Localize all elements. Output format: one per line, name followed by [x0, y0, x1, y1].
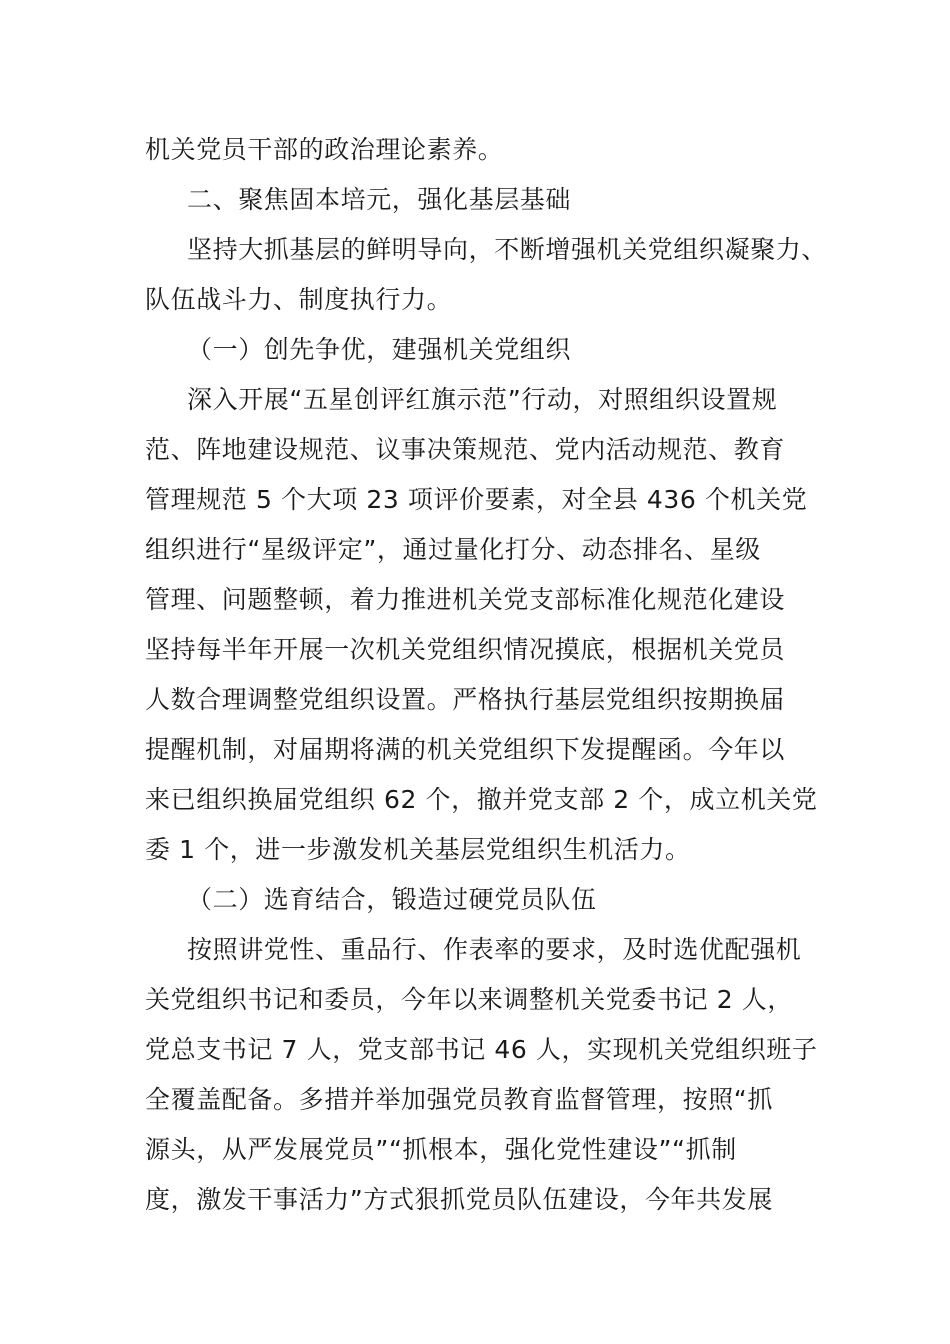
- paragraph-line: 管理规范 5 个大项 23 项评价要素，对全县 436 个机关党: [145, 485, 808, 514]
- paragraph-line: 坚持大抓基层的鲜明导向，不断增强机关党组织凝聚力、: [187, 235, 828, 264]
- paragraph-line: 管理、问题整顿，着力推进机关党支部标准化规范化建设: [145, 585, 786, 614]
- paragraph-line: 党总支书记 7 人，党支部书记 46 人，实现机关党组织班子: [145, 1035, 818, 1064]
- paragraph-line: 坚持每半年开展一次机关党组织情况摸底，根据机关党员: [145, 635, 786, 664]
- subsection-heading-1: （一）创先争优，建强机关党组织: [187, 335, 572, 364]
- paragraph-line: 委 1 个，进一步激发机关基层党组织生机活力。: [145, 835, 691, 864]
- paragraph-line: 关党组织书记和委员，今年以来调整机关党委书记 2 人，: [145, 985, 794, 1014]
- paragraph-line: 队伍战斗力、制度执行力。: [145, 285, 453, 314]
- paragraph-line: 全覆盖配备。多措并举加强党员教育监督管理，按照“抓: [145, 1085, 773, 1114]
- section-heading-2: 二、聚焦固本培元，强化基层基础: [187, 185, 572, 214]
- subsection-heading-2: （二）选育结合，锻造过硬党员队伍: [187, 885, 597, 914]
- paragraph-line: 按照讲党性、重品行、作表率的要求，及时选优配强机: [187, 935, 802, 964]
- paragraph-line: 组织进行“星级评定”，通过量化打分、动态排名、星级: [145, 535, 761, 564]
- paragraph-line: 人数合理调整党组织设置。严格执行基层党组织按期换届: [145, 685, 786, 714]
- text-line-continuation: 机关党员干部的政治理论素养。: [145, 135, 504, 164]
- paragraph-line: 范、阵地建设规范、议事决策规范、党内活动规范、教育: [145, 435, 786, 464]
- paragraph-line: 深入开展“五星创评红旗示范”行动，对照组织设置规: [187, 385, 778, 414]
- paragraph-line: 提醒机制，对届期将满的机关党组织下发提醒函。今年以: [145, 735, 786, 764]
- paragraph-line: 度，激发干事活力”方式狠抓党员队伍建设，今年共发展: [145, 1185, 773, 1214]
- paragraph-line: 源头，从严发展党员”“抓根本，强化党性建设”“抓制: [145, 1135, 737, 1164]
- paragraph-line: 来已组织换届党组织 62 个，撤并党支部 2 个，成立机关党: [145, 785, 818, 814]
